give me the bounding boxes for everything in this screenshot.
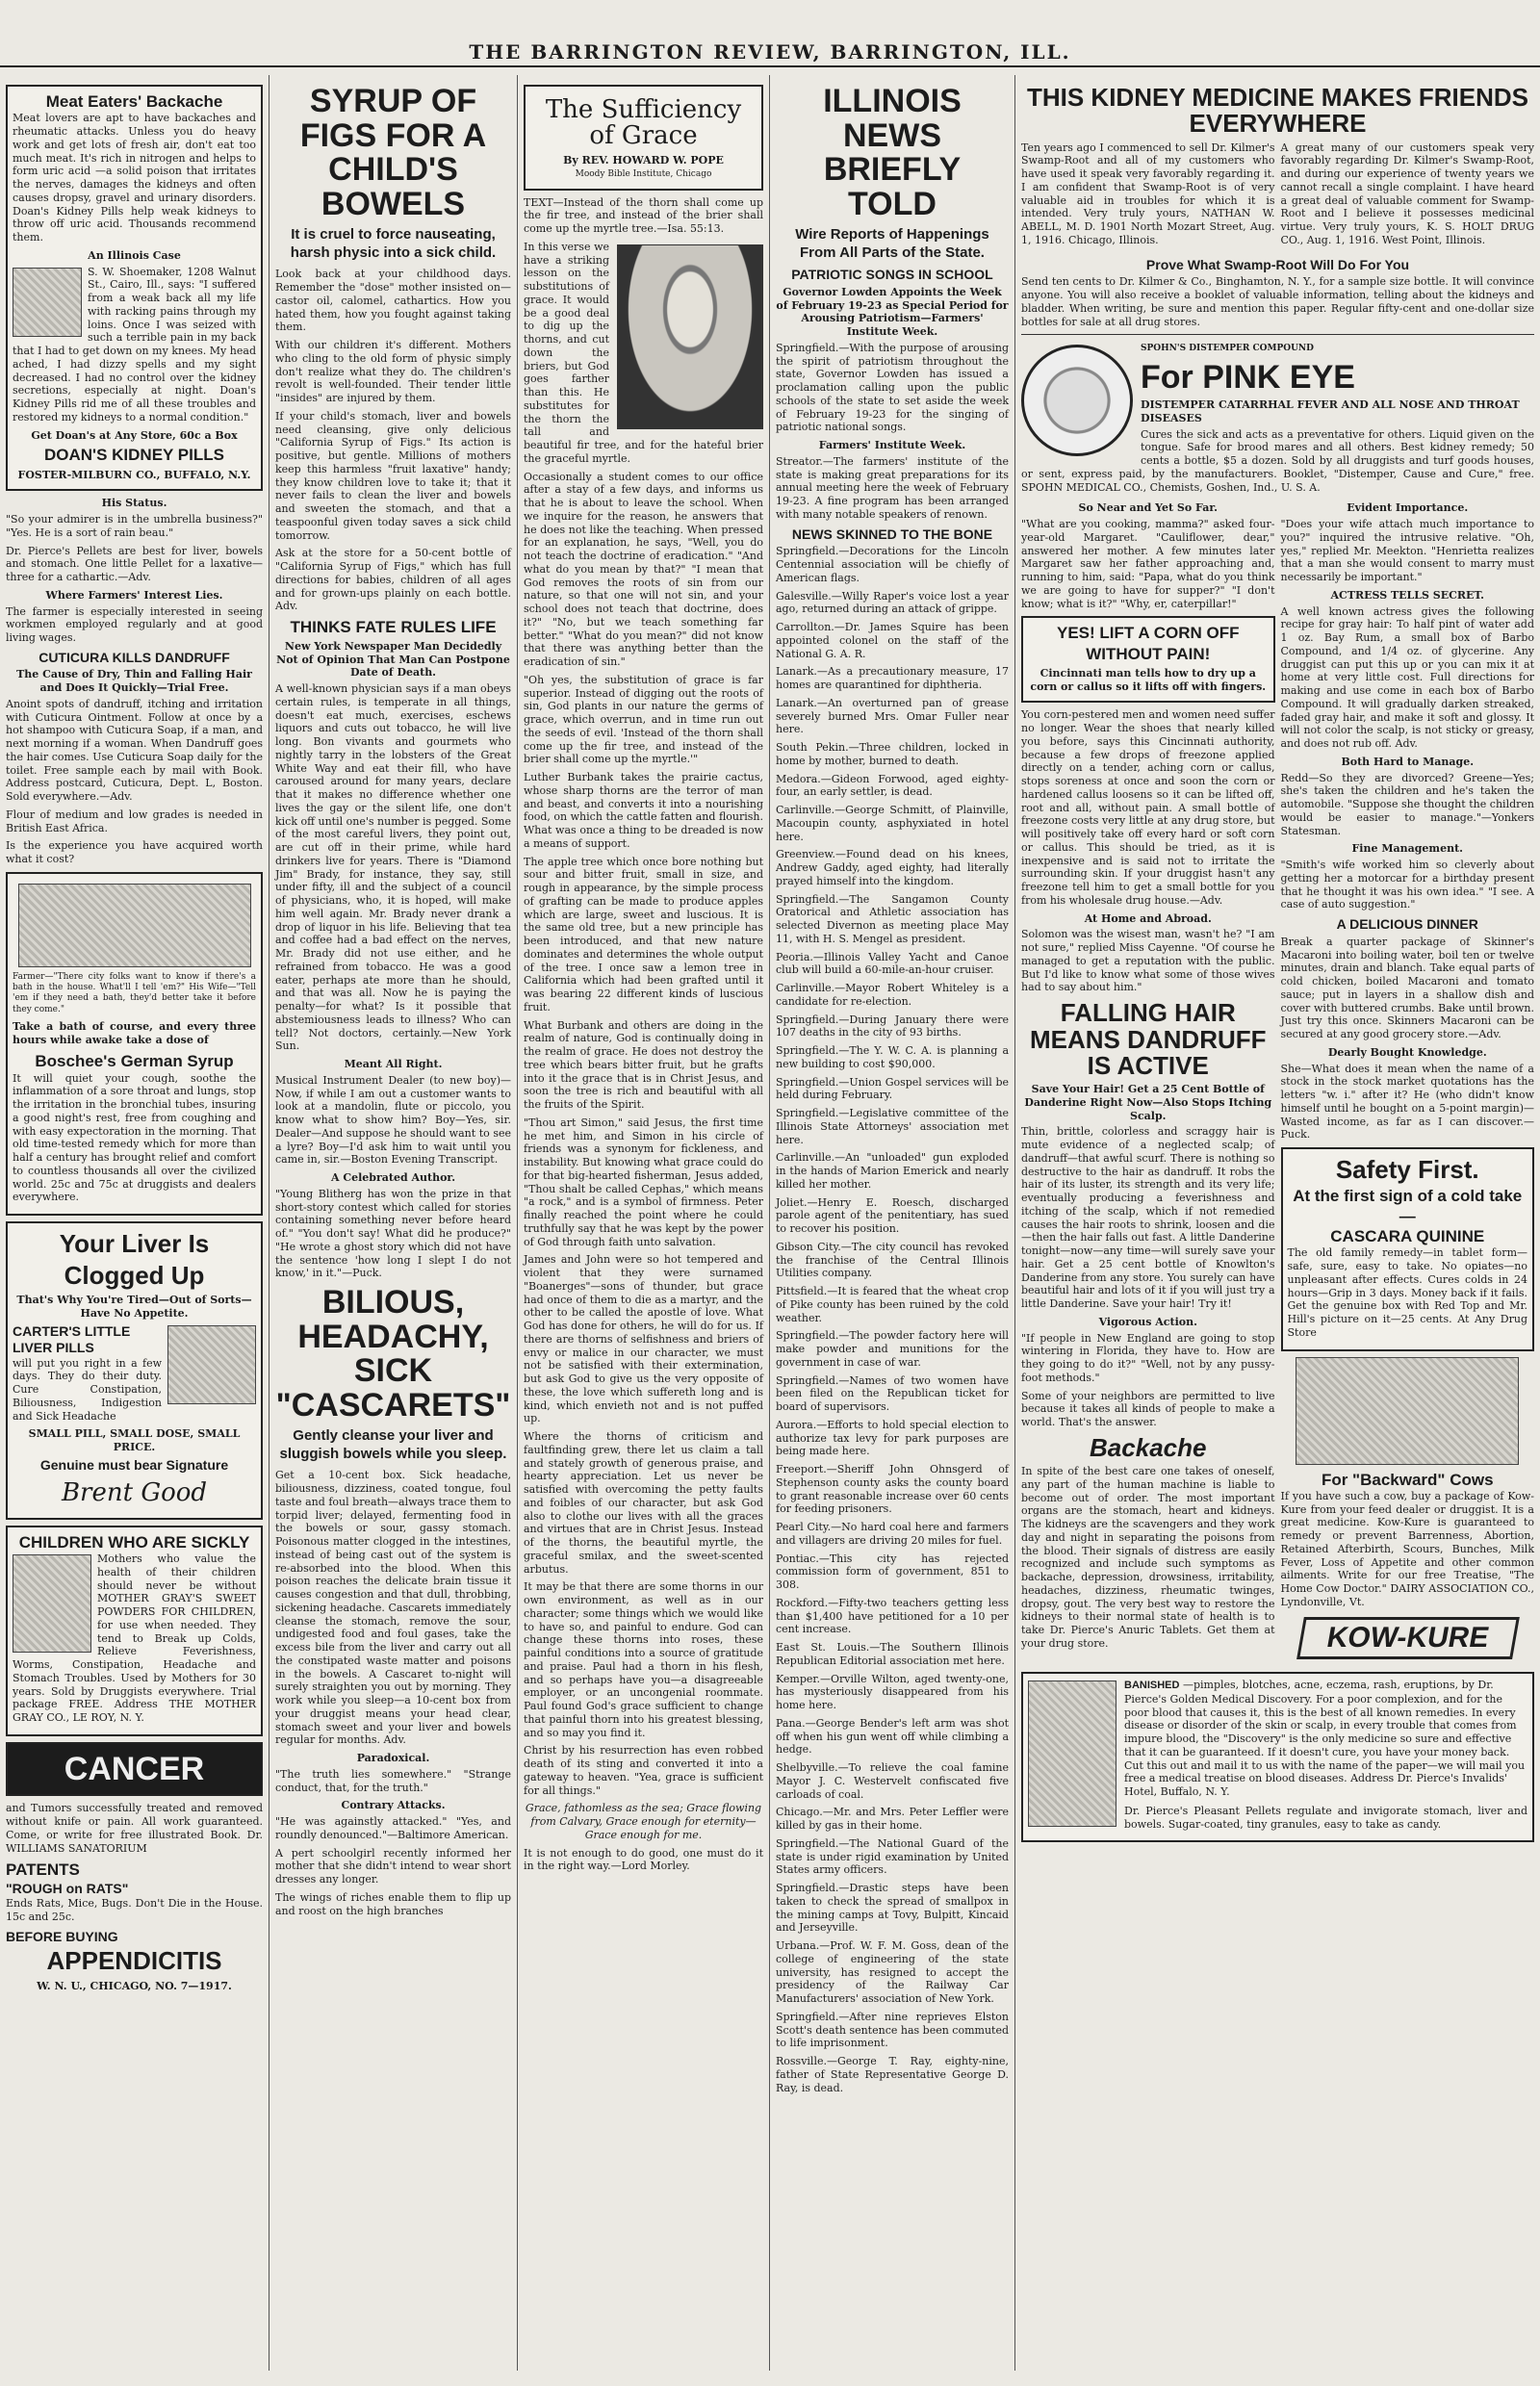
meant-body: Musical Instrument Dealer (to new boy)—Now, if while I am out a customer wants to look at a mandolin, flute or piccolo, you know what to show him? Boy—Yes, sir. Dealer—And suppose he should want to see a lyre? Boy—I'd ask him to wait until you came in, sir.—Boston Evening Transcript.	[275, 1073, 511, 1167]
cancer-body: and Tumors successfully treated and removed without knife or pain. All work guaranteed. Come, or write for free illustrated Book. Dr. WILLIAMS SANATORIUM	[6, 1802, 263, 1855]
figs-body-2: With our children it's different. Mothers who cling to the old form of physic simply don't realize what they do. The children's revolt is well-founded. Their tender little "insides" are injured by them.	[275, 339, 511, 404]
news-item: Springfield.—Union Gospel services will be held during February.	[776, 1075, 1009, 1102]
news-item: Carlinville.—George Schmitt, of Plainville, Macoupin county, asphyxiated in hotel here.	[776, 804, 1009, 843]
news-item: Springfield.—Names of two women have been filed on the Republican ticket for board of supervisors.	[776, 1373, 1009, 1414]
farmer-illustration	[18, 884, 251, 967]
fine-body: "Smith's wife worked him so cleverly about getting her a motorcar for a birthday present that he thought it was his own idea." "I see. A case of auto suggestion."	[1280, 859, 1534, 911]
news-item: Gibson City.—The city council has revoked the franchise of the Central Illinois Utilities company.	[776, 1240, 1009, 1280]
boschee-brand: Boschee's German Syrup	[35, 1052, 234, 1071]
swamp-body: Send ten cents to Dr. Kilmer & Co., Binghamton, N. Y., for a sample size bottle. It will convince anyone. You will also receive a booklet of valuable information, telling about the kidneys and bladder. When writing, be sure and mention this paper. Regular fifty-cent and one-dollar size bottles for sale at all drug stores.	[1021, 275, 1534, 328]
spohn-seal-icon	[1021, 345, 1133, 456]
news-item: Aurora.—Efforts to hold special election to authorize tax levy for park purposes are being made here.	[776, 1418, 1009, 1458]
rough-title: "ROUGH on RATS"	[6, 1880, 129, 1896]
carter-title: Your Liver Is Clogged Up	[59, 1229, 210, 1290]
figs-deck: It is cruel to force nauseating, harsh physic into a sick child.	[290, 225, 497, 261]
spohn-title: For PINK EYE	[1141, 358, 1355, 396]
bone-headline: NEWS SKINNED TO THE BONE	[791, 526, 993, 542]
news-item: Lanark.—An overturned pan of grease severely burned Mrs. Omar Fuller near here.	[776, 696, 1009, 736]
buying-title: BEFORE BUYING	[6, 1928, 118, 1944]
sermon-body-11: Christ by his resurrection has even robbed death of its sting and converted it into a gateway to heaven. "Yea, grace is sufficient for all things."	[524, 1744, 763, 1797]
patents-title: PATENTS	[6, 1860, 80, 1880]
flour-body: Flour of medium and low grades is needed in British East Africa.	[6, 808, 263, 834]
swamp-letters	[1021, 141, 1534, 252]
swamp-prove: Prove What Swamp-Root Will Do For You	[1145, 256, 1410, 272]
status-body: "So your admirer is in the umbrella business?" "Yes. He is a sort of rain beau."	[6, 513, 263, 539]
news-item: Springfield.—The Y. W. C. A. is planning a new building to cost $90,000.	[776, 1044, 1009, 1070]
cow-illustration	[1296, 1357, 1519, 1465]
banished-ad	[1021, 1672, 1534, 1842]
column-5-6	[1015, 75, 1540, 2371]
news-item: Springfield.—The powder factory here will make powder and munitions for the government in case of war.	[776, 1329, 1009, 1369]
contrary-body: "He was againstly attacked." "Yes, and roundly denounced."—Baltimore American.	[275, 1815, 511, 1841]
dearly-body: She—What does it mean when the name of a stock in the stock market quotations has the letters "w. i." after it? He (who didn't know himself until he bought on a 5-point margin)—Wasted income, as far as I can discover.—Puck.	[1280, 1062, 1534, 1142]
boschee-lead: Take a bath of course, and every three hours while awake take a dose of	[13, 1019, 256, 1046]
sermon-byline: By REV. HOWARD W. POPE	[563, 153, 724, 167]
news-item: Pontiac.—This city has rejected commission form of government, 851 to 308.	[776, 1552, 1009, 1592]
meant-title: Meant All Right.	[344, 1058, 443, 1071]
appendicitis-title: APPENDICITIS	[46, 1946, 222, 1976]
songs-headline: PATRIOTIC SONGS IN SCHOOL	[791, 267, 993, 283]
kow-brand: KOW-KURE	[1296, 1617, 1519, 1659]
backache-headline: Backache	[1090, 1432, 1207, 1462]
carter-ad	[6, 1221, 263, 1520]
news-item: Lanark.—As a precautionary measure, 17 homes are quarantined for diphtheria.	[776, 665, 1009, 692]
fate-headline: THINKS FATE RULES LIFE	[290, 618, 497, 636]
status-title: His Status.	[101, 497, 167, 510]
spohn-ad	[1021, 341, 1534, 499]
songs-deck: Governor Lowden Appoints the Week of February 19-23 as Special Period for Arousing Patriotism—Farmers' Institute Week.	[776, 285, 1009, 339]
news-item: Greenview.—Found dead on his knees, Andrew Gaddy, aged eighty, had literally prayed himself into the kingdom.	[776, 848, 1009, 887]
column-3	[518, 75, 770, 2371]
doans-maker: FOSTER-MILBURN CO., BUFFALO, N.Y.	[17, 468, 251, 481]
fine-title: Fine Management.	[1351, 842, 1463, 856]
column-2	[270, 75, 518, 2371]
banished-body: —pimples, blotches, acne, eczema, rash, eruptions, by Dr. Pierce's Golden Medical Discovery. For a poor complexion, and for the poor blood that causes it, this is the best of all known remedies. In every disease or disorder of the skin or scalp, in every trouble that comes from impure blood, the "Discovery" is the only medicine so sure and effective that it can be guaranteed. If it doesn't cure, you have your money back. Cut this out and mail it to us with the name of the paper—we will mail you free a medical treatise on blood diseases. Address Dr. Pierce's Invalids' Hotel, Buffalo, N. Y.	[1124, 1679, 1526, 1799]
news-item: Joliet.—Henry E. Roesch, discharged parole agent of the penitentiary, has sued to recover his position.	[776, 1195, 1009, 1236]
wings-body: The wings of riches enable them to flip up and roost on the high branches	[275, 1890, 511, 1917]
carter-pills-image	[167, 1325, 256, 1404]
news-item: Springfield.—The National Guard of the state is under rigid examination by United States army officers.	[776, 1836, 1009, 1877]
news-item: Carlinville.—An "unloaded" gun exploded in the hands of Marion Emerick and nearly killed her mother.	[776, 1151, 1009, 1191]
news-item: South Pekin.—Three children, locked in home by mother, burned to death.	[776, 741, 1009, 767]
vigorous-body: "If people in New England are going to stop wintering in Florida, they have to. How are they going to do it?" "Well, not by any pussy-foot methods."	[1021, 1331, 1275, 1384]
column-5-lower	[1021, 499, 1275, 1666]
corn-body: You corn-pestered men and women need suffer no longer. Wear the shoes that nearly killed you before, says this Cincinnati authority, because a few drops of freezone applied directly on a tender, aching corn or callus, stops soreness at once and soon the corn or hardened callus loosens so it can be lifted off, root and all, without pain. A small bottle of freezone costs very little at any drug store, but will positively take off every hard or soft corn or callus. This should be tried, as it is inexpensive and is said not to irritate the surrounding skin. If your druggist hasn't any freezone tell him to get a small bottle for you from his wholesale drug house.—Adv.	[1021, 708, 1275, 907]
sermon-title: The Sufficiency of Grace	[545, 95, 742, 151]
news-item: Kemper.—Orville Wilton, aged twenty-one, has mysteriously disappeared from his home here.	[776, 1672, 1009, 1712]
sermon-body-3: "Oh yes, the substitution of grace is far superior. Instead of digging out the roots of sin, God plants in our nature the germs of grace, which overrun, and in time run out the seeds of evil. 'Instead of the thorn shall come up the fir tree, and instead of the brier shall come up the myrtle.'"	[524, 673, 763, 766]
sermon-body-6: What Burbank and others are doing in the realm of nature, God is continually doing in the realm of grace. He does not destroy the tree which bears bitter fruit, but he grafts into it the grace that is in Christ Jesus, and soon the tree is rich and beautiful with all the fruits of the Spirit.	[524, 1018, 763, 1112]
man-illustration	[1028, 1680, 1116, 1827]
swamp-letter-left: Ten years ago I commenced to sell Dr. Kilmer's Swamp-Root and all of my customers who have used it speak very favorably regarding it. I am confident that Swamp-Root is of very valuable aid in troubles for which it is intended. Very truly yours, NATHAN W. ABELL, M. D. 1901 North Mozart Street, Aug. 1, 1916. Chicago, Illinois.	[1021, 141, 1275, 246]
news-item: Shelbyville.—To relieve the coal famine Mayor J. C. Westervelt confiscated five carloads of coal.	[776, 1761, 1009, 1801]
sermon-body-9: Where the thorns of criticism and faultfinding grew, there let us claim a tall and stately growth of generous praise, and hearty appreciation. Let us never be satisfied with overcoming the petty faults and foibles of our character, but ask God also to clothe our lives with all the graces and virtues that are in Christ Jesus. Instead of the thorns, the beautiful myrtle, the graceful smilax, and the sweet-scented arbutus.	[524, 1430, 763, 1576]
farmers-body: The farmer is especially interested in seeing workmen employed regularly and at good living wages.	[6, 604, 263, 644]
doans-ad	[6, 85, 263, 491]
sermon-body-10: It may be that there are some thorns in our own environment, as well as in our character; some things which we would like to have so, and painful to endure. God can change these thorns into roses, these painful conditions into a source of gratitude and praise. Paul had a thorn in his flesh, and so perhaps have you—a disagreeable employer, or an uncongenial roommate. Paul found God's grace sufficient to change that painful thorn into his greatest blessing, and so may you find it.	[524, 1580, 763, 1739]
far-body: "What are you cooking, mamma?" asked four-year-old Margaret. "Cauliflower, dear," answered her mother. A few minutes later Margaret saw her father approaching and, running to him, said: "Papa, what do you think we are going to have for supper?" "I don't know; what is it?" "Why, er, caterpillar!"	[1021, 518, 1275, 610]
cascara-body: The old family remedy—in tablet form—safe, sure, easy to take. No opiates—no unpleasant after effects. Cures colds in 24 hours—Grip in 3 days. Money back if it fails. Get the genuine box with Red Top and Mr. Hill's picture on it—25 cents. At Any Drug Store	[1287, 1246, 1527, 1339]
vigorous-title: Vigorous Action.	[1098, 1315, 1197, 1328]
news-item: Springfield.—Decorations for the Lincoln Centennial association will be chiefly of American flags.	[776, 545, 1009, 584]
preacher-portrait	[617, 244, 763, 429]
evident-body: "Does your wife attach much importance to you?" inquired the intrusive relative. "Oh, yes," replied Mr. Meekton. "Henrietta realizes that a man she would consent to marry must necessarily be important."	[1280, 518, 1534, 584]
carter-small: SMALL PILL, SMALL DOSE, SMALL PRICE.	[28, 1427, 241, 1454]
carter-brand: CARTER'S LITTLE LIVER PILLS	[13, 1322, 131, 1356]
hard-body: Redd—So they are divorced? Greene—Yes; she's taken the children and he's taken the automobile. "Suppose she thought the children would be easier to manage."—Yonkers Statesman.	[1280, 771, 1534, 837]
cascarets-headline: BILIOUS, HEADACHY, SICK "CASCARETS"	[275, 1284, 511, 1424]
column-4	[770, 75, 1015, 2371]
gray-title: CHILDREN WHO ARE SICKLY	[18, 1532, 250, 1552]
spohn-body: Cures the sick and acts as a preventative for others. Liquid given on the tongue. Safe for brood mares and all others. Best kidney remedy; 50 cents a bottle, $5 a dozen. Sold by all druggists and turf goods houses, or sent, express paid, by the manufacturers. Booklet, "Distemper, Cause and Cure," free. SPOHN MEDICAL CO., Chemists, Goshen, Ind., U. S. A.	[1021, 427, 1534, 494]
carter-signature: Brent Good	[61, 1478, 208, 1508]
actress-title: ACTRESS TELLS SECRET.	[1330, 588, 1484, 602]
news-item: Rossville.—George T. Ray, eighty-nine, father of State Representative George D. Ray, is dead.	[776, 2055, 1009, 2094]
divider	[1021, 334, 1534, 335]
boschee-ad	[6, 872, 263, 1216]
rough-body: Ends Rats, Mice, Bugs. Don't Die in the House. 15c and 25c.	[6, 1897, 263, 1923]
carter-genuine: Genuine must bear Signature	[39, 1456, 229, 1473]
evident-title: Evident Importance.	[1347, 501, 1469, 515]
hair-body: Thin, brittle, colorless and scraggy hair is mute evidence of a neglected scalp; of dandruff—that awful scurf. There is nothing so destructive to the hair as dandruff. It robs the hair of its luster, its strength and its very life; eventually producing a feverishness and itching of the scalp, which if not remedied causes the hair roots to shrink, loosen and die—then the hair falls out fast. A little Danderine tonight—now—any time—will surely save your hair. Get a 25 cent bottle of Knowlton's Danderine from any store. You surely can have beautiful hair and lots of it if you will just try a little Danderine. Save your hair! Try it!	[1021, 1125, 1275, 1311]
cascarets-body: Get a 10-cent box. Sick headache, biliousness, dizziness, coated tongue, foul taste and foul breath—always trace them to torpid liver; delayed, fermenting food in the bowels or sour, gassy stomach. Poisonous matter clogged in the intestines, instead of being cast out of the system is re-absorbed into the blood. When this poison reaches the delicate brain tissue it causes congestion and that dull, throbbing, sickening headache. Cascarets immediately cleanse the stomach, remove the sour, undigested food and foul gases, take the excess bile from the liver and carry out all the constipated waste matter and poisons in the bowels. A Cascaret to-night will surely straighten you out by morning. They work while you sleep—a 10-cent box from your druggist means your head clear, stomach sweet and your liver and bowels regular for months. Adv.	[275, 1469, 511, 1747]
cascara-brand: CASCARA QUININE	[1330, 1227, 1485, 1246]
cuticura-body: Anoint spots of dandruff, itching and irritation with Cuticura Ointment. Follow at once by a hot shampoo with Cuticura Soap, if a man, and next morning if a woman. When Dandruff goes the hair comes. Use Cuticura Soap daily for the toilet. Free sample each by mail with Book. Address postcard, Cuticura, Dept. L, Boston. Sold everywhere.—Adv.	[6, 697, 263, 804]
kow-title: For "Backward" Cows	[1321, 1470, 1494, 1489]
dearly-title: Dearly Bought Knowledge.	[1327, 1045, 1487, 1059]
cascara-ad	[1281, 1147, 1535, 1351]
hair-headline: FALLING HAIR MEANS DANDRUFF IS ACTIVE	[1029, 998, 1267, 1080]
swamp-headline: THIS KIDNEY MEDICINE MAKES FRIENDS EVERYWHERE	[1026, 83, 1528, 139]
news-item: Springfield.—During January there were 107 deaths in the city of 93 births.	[776, 1013, 1009, 1039]
paradox-title: Paradoxical.	[356, 1752, 430, 1765]
cancer-title: CANCER	[64, 1750, 205, 1787]
sermon-body-1: In this verse we have a striking lesson on the substitutions of grace. It would be a good deal to dig up the thorns, and cut down the briers, but God goes farther than this. He substitutes for the thorn the tall and beautiful fir tree, and for the hateful brier the graceful myrtle.	[524, 240, 763, 465]
corn-deck: Cincinnati man tells how to dry up a corn or callus so it lifts off with fingers.	[1030, 666, 1267, 693]
news-item: Carrollton.—Dr. James Squire has been appointed colonel on the staff of the National G. A. R.	[776, 621, 1009, 660]
cuticura-title: CUTICURA KILLS DANDRUFF	[38, 649, 230, 665]
column-1	[0, 75, 270, 2371]
doans-portrait-image	[13, 268, 82, 337]
news-item: Medora.—Gideon Forwood, aged eighty-four, an early settler, is dead.	[776, 772, 1009, 799]
sermon-poem: Grace, fathomless as the sea; Grace flowing from Calvary, Grace enough for eternity— Grace enough for me.	[525, 1802, 762, 1841]
sermon-body-7: "Thou art Simon," said Jesus, the first time he met him, and Simon in his circle of friends was a synonym for fickleness, and instability. But knowing what grace could do for that big-hearted fisherman, Jesus added, "Thou shalt be called Cephas," which means "a rock," and is a symbol of firmness. Peter finally reached the point where he could truthfully say that he was kept by the power of God through faith unto salvation.	[524, 1116, 763, 1248]
abroad-title: At Home and Abroad.	[1084, 911, 1212, 925]
figs-headline: SYRUP OF FIGS FOR A CHILD'S BOWELS	[299, 83, 487, 223]
news-item: Springfield.—After nine reprieves Elston Scott's death sentence has been commuted to life imprisonment.	[776, 2010, 1009, 2050]
news-item: Springfield.—The Sangamon County Oratorical and Athletic association has selected Divernon as meeting place May 11, with H. S. Mengel as president.	[776, 892, 1009, 945]
boschee-caption: Farmer—"There city folks want to know if there's a bath in the house. What'll I tell 'em?" His Wife—"Tell 'em if they need a bath, they'd better take it before they come."	[13, 971, 256, 1014]
sermon-body-8: James and John were so hot tempered and violent that they were surnamed "Boanerges"—sons of thunder, but grace had once of them to die as a martyr, and the other to be called the apostle of love. What God has done for others, he will do for us. If there are thorns of selfishness and briers of envy or malice in our character, we must not be satisfied with their extermination, but ask God to give us the very opposite of these, the love which suffereth long and is kind, which envieth not and is not puffed up.	[524, 1253, 763, 1425]
illinois-deck: Wire Reports of Happenings From All Parts of the State.	[795, 225, 989, 261]
swamp-letter-right: A great many of our customers speak very favorably regarding Dr. Kilmer's Swamp-Root, and during our experience of twenty years we cannot recall a single complaint. I have heard a great deal of valuable comment for Swamp-Root and I believe it possesses medicinal virtue. Very truly yours, K. S. HOLT DRUG CO., Aug. 1, 1916. West Point, Illinois.	[1280, 141, 1534, 246]
doans-case-body: S. W. Shoemaker, 1208 Walnut St., Cairo, Ill., says: "I suffered from a weak back all my life with racking pains through my loins. Once I was seized with such a terrible pain in my back that I had to get down on my knees. My head ached, I had dizzy spells and my sight decreased. I had no control over the kidney secretions, especially at night. Doan's Kidney Pills rid me of all these troubles and restored my kidneys to a normal condition."	[13, 265, 256, 423]
news-item: Springfield.—Drastic steps have been taken to check the spread of smallpox in the mining camps at Tovy, Bulpitt, Kincaid and Jerseyville.	[776, 1882, 1009, 1935]
news-item: Carlinville.—Mayor Robert Whiteley is a candidate for re-election.	[776, 982, 1009, 1008]
songs-body: Springfield.—With the purpose of arousing the spirit of patriotism throughout the state, Governor Lowden has issued a proclamation calling upon the public schools of the state to set aside the week of February 19-23 for the singing of patriotic national songs.	[776, 341, 1009, 434]
news-item: Pearl City.—No hard coal here and farmers and villagers are driving 20 miles for fuel.	[776, 1521, 1009, 1547]
doans-store: Get Doan's at Any Store, 60c a Box	[31, 428, 238, 442]
figs-body-4: Ask at the store for a 50-cent bottle of "California Syrup of Figs," which has full directions for babies, children of all ages and for grown-ups plainly on each bottle. Adv.	[275, 547, 511, 613]
mother-portrait-image	[13, 1554, 91, 1653]
figs-body-1: Look back at your childhood days. Remember the "dose" mother insisted on—castor oil, calomel, cathartics. How you hated them, how you fought against taking them.	[275, 268, 511, 334]
wnu-footer: W. N. U., CHICAGO, NO. 7—1917.	[37, 1979, 232, 1992]
hair-deck: Save Your Hair! Get a 25 Cent Bottle of Danderine Right Now—Also Stops Itching Scalp.	[1024, 1083, 1272, 1122]
spohn-side: DISTEMPER CATARRHAL FEVER AND ALL NOSE AND THROAT DISEASES	[1141, 398, 1520, 424]
experience-body: Is the experience you have acquired worth what it cost?	[6, 839, 263, 866]
sermon-body-2: Occasionally a student comes to our office after a stay of a few days, and informs us that he is about to leave the school. When we inquire for the reason, he answers that he does not like the teaching. When pressed for an explanation, he says, "Well, you do not teach the doctrine of eradication." "And what do you mean by that?" "I mean that God removes the roots of sin from our nature, so that one will not sin, and your school does not teach that doctrine, does it?" "No, but we teach something far better." "What do you mean?" did not know that there was anything better than the eradication of sin."	[524, 470, 763, 669]
sermon-institute: Moody Bible Institute, Chicago	[575, 169, 712, 180]
news-item: Freeport.—Sheriff John Ohnsgerd of Stephenson county asks the county board to grant reasonable increase over 60 cents for feeding prisoners.	[776, 1463, 1009, 1516]
sermon-body-5: The apple tree which once bore nothing but sour and bitter fruit, small in size, and rough in appearance, by the simple process of grafting can be made to produce apples which are large, sweet and luscious. It is the same old tree, but a new principle has been introduced, and that new nature dominates and determines the whole output of the tree. I once saw a lemon tree in California which had been grafted until it was bearing 22 different kinds of luscious fruit.	[524, 855, 763, 1013]
cascarets-deck: Gently cleanse your liver and sluggish bowels while you sleep.	[279, 1426, 507, 1462]
fate-body: A well-known physician says if a man obeys certain rules, is temperate in all things, doesn't eat much, exercises, eschews liquors and cuts out tobacco, he will live long. Bon vivants and gourmets who nightly tarry in the lobsters of the Great White Way and eat their fill, who have caroused around for many years, declare that it makes no difference whether one lives the gay or the silent life, one don't kick off until one's number is pegged. Some of the most careful livers, they point out, are cut off in their prime, while hard drinkers live for years. There is "Diamond Jim" Brady, for instance, they say, still under fifty, ill and the subject of a council of physicians, who, it is hoped, will make him well again. Mr. Brady never drank a drop of liquor in his life. Believing that tea and coffee had a bad effect on the nerves, Mr. Brady did not use either, and he refrained from tobacco. He was a good eater, perhaps ate more than he should, and that was all. Now he is paying the penalty—for what? Is it possible that abstemiousness leads to illness? Who can tell? Not doctors, certainly.—New York Sun.	[275, 682, 511, 1053]
news-item: Pana.—George Bender's left arm was shot off when his gun went off while climbing a hedge.	[776, 1716, 1009, 1757]
safety-deck: At the first sign of a cold take—	[1293, 1186, 1523, 1225]
hard-title: Both Hard to Manage.	[1341, 755, 1475, 768]
pellets-body: Dr. Pierce's Pleasant Pellets regulate and invigorate stomach, liver and bowels. Sugar-coated, tiny granules, easy to take as candy.	[1124, 1804, 1527, 1831]
doans-body: Meat lovers are apt to have backaches and rheumatic attacks. Unless you do heavy work and get lots of fresh air, don't eat too much meat. It's rich in nitrogen and helps to form uric acid —a solid poison that irritates the nerves, damages the kidneys and often causes dropsy, gravel and urinary disorders. Doan's Kidney Pills help weak kidneys to throw off uric acid. Thousands recommend them.	[13, 112, 256, 244]
schoolgirl-body: A pert schoolgirl recently informed her mother that she didn't intend to wear short dresses any longer.	[275, 1846, 511, 1886]
news-item: Galesville.—Willy Raper's voice lost a year ago, returned during an attack of grippe.	[776, 589, 1009, 616]
gray-ad	[6, 1526, 263, 1736]
sermon-title-box	[524, 85, 763, 191]
paradox-body: "The truth lies somewhere." "Strange conduct, that, for the truth."	[275, 1767, 511, 1794]
sermon-body-4: Luther Burbank takes the prairie cactus, whose sharp thorns are the terror of man and beast, and converts it into a nourishing food, on which the cattle fatten and flourish. What was once a thing to be dreaded is now a means of support.	[524, 771, 763, 850]
doans-case-title: An Illinois Case	[88, 248, 181, 262]
doans-title: Meat Eaters' Backache	[45, 92, 223, 111]
news-items-list	[776, 545, 1009, 2094]
doans-brand: DOAN'S KIDNEY PILLS	[44, 446, 224, 465]
masthead: THE BARRINGTON REVIEW, BARRINGTON, ILL.	[0, 38, 1540, 67]
spohn-seal-text: SPOHN'S DISTEMPER COMPOUND	[1141, 344, 1314, 354]
carter-deck: That's Why You're Tired—Out of Sorts—Have No Appetite.	[16, 1294, 252, 1320]
author-title: A Celebrated Author.	[330, 1171, 456, 1185]
news-item: Springfield.—Legislative committee of the Illinois State Attorneys' association met here.	[776, 1107, 1009, 1146]
news-item: Urbana.—Prof. W. F. M. Goss, dean of the college of engineering of the state university, has resigned to accept the presidency of the Railway Car Manufacturers' association of New York.	[776, 1939, 1009, 2006]
carter-body: will put you right in a few days. They do their duty. Cure Constipation, Biliousness, Indigestion and Sick Headache	[13, 1356, 162, 1423]
news-item: Peoria.—Illinois Valley Yacht and Canoe club will build a 60-mile-an-hour cruiser.	[776, 950, 1009, 977]
column-6-lower	[1281, 499, 1535, 1666]
cuticura-deck: The Cause of Dry, Thin and Falling Hair and Does It Quickly—Trial Free.	[16, 668, 252, 695]
fate-deck: New York Newspaper Man Decidedly Not of Opinion That Man Can Postpone Date of Death.	[276, 639, 510, 680]
news-item: Rockford.—Fifty-two teachers getting less than $1,400 have petitioned for a 10 per cent increase.	[776, 1596, 1009, 1636]
news-item: Chicago.—Mr. and Mrs. Peter Leffler were killed by gas in their home.	[776, 1806, 1009, 1833]
pierce-body: Dr. Pierce's Pellets are best for liver, bowels and stomach. One little Pellet for a laxative—three for a cathartic.—Adv.	[6, 544, 263, 583]
lower-columns	[1021, 499, 1534, 1666]
neighbors-body: Some of your neighbors are permitted to live because it takes all kinds of people to make a world. That's the answer.	[1021, 1389, 1275, 1429]
abroad-body: Solomon was the wisest man, wasn't he? "I am not sure," replied Miss Cayenne. "Of course he managed to get a reputation with the public. But I'd like to know what some of those wives had to say about him."	[1021, 928, 1275, 994]
farmers-title: Where Farmers' Interest Lies.	[45, 588, 223, 602]
dinner-body: Break a quarter package of Skinner's Macaroni into boiling water, boil ten or twelve minutes, drain and blanch. Take equal parts of cold chicken, boiled Macaroni and tomato sauce; put in layers in a shallow dish and cover with buttered crumbs. Bake until brown. Just try this once. Skinners Macaroni can be secured at any good grocery store.—Adv.	[1280, 935, 1534, 1041]
far-title: So Near and Yet So Far.	[1078, 501, 1218, 515]
actress-body: A well known actress gives the following recipe for gray hair: To half pint of water add 1 oz. Bay Rum, a small box of Barbo Compound, and 1/4 oz. of glycerine. Any druggist can put this up or you can mix it at home at very little cost. Full directions for making and use come in each box of Barbo Compound. It will gradually darken streaked, faded gray hair, and make it soft and glossy. It will not color the scalp, is not sticky or greasy, and does not rub off. Adv.	[1280, 604, 1534, 751]
safety-title: Safety First.	[1335, 1155, 1479, 1185]
author-body: "Young Blitherg has won the prize in that short-story contest which called for stories containing something never before heard of." "You don't say! What did he produce?" "He wrote a ghost story which did not have the sentence 'how long I slept I do not know,' in it."—Puck.	[275, 1187, 511, 1280]
news-item: Pittsfield.—It is feared that the wheat crop of Pike county has been ruined by the cold weather.	[776, 1285, 1009, 1324]
banished-title: BANISHED	[1124, 1680, 1180, 1692]
figs-body-3: If your child's stomach, liver and bowels need cleansing, give only delicious "California Syrup of Figs." Its action is positive, but gentle. Millions of mothers keep this harmless "fruit laxative" handy; they know children love to take it; that it never fails to clean the liver and bowels and sweeten the stomach, and that a teaspoonful given today saves a sick child tomorrow.	[275, 409, 511, 542]
news-item: East St. Louis.—The Southern Illinois Republican Editorial association met here.	[776, 1641, 1009, 1667]
sermon-closing: It is not enough to do good, one must do it in the right way.—Lord Morley.	[524, 1846, 763, 1873]
sermon-text: TEXT—Instead of the thorn shall come up the fir tree, and instead of the brier shall come up the myrtle tree.—Isa. 55:13.	[524, 195, 763, 236]
illinois-headline: ILLINOIS NEWS BRIEFLY TOLD	[823, 83, 962, 223]
cancer-ad	[6, 1742, 263, 1797]
corn-title: YES! LIFT A CORN OFF WITHOUT PAIN!	[1056, 624, 1240, 663]
kow-body: If you have such a cow, buy a package of Kow-Kure from your feed dealer or druggist. It is a great medicine. Kow-Kure is guaranteed to remedy or prevent Barrenness, Abortion, Retained Afterbirth, Scours, Bunches, Milk Fever, Loss of Appetite and other common ailments. Write for our free Treatise, "The Home Cow Doctor." DAIRY ASSOCIATION CO., Lyndonville, Vt.	[1280, 1489, 1534, 1608]
backache-body: In spite of the best care one takes of oneself, any part of the human machine is liable to become out of order. The most important organs are the stomach, heart and kidneys. The kidneys are the scavengers and they work day and night in separating the poisons from the blood. Their signals of distress are easily recognized and include such symptoms as backache, depression, drowsiness, irritability, headaches, dizziness, rheumatic twinges, dropsy, gout. The very best way to restore the kidneys to their normal state of health is to take Dr. Pierce's Anuric Tablets. Get them at your drug store.	[1021, 1465, 1275, 1650]
dinner-headline: A DELICIOUS DINNER	[1336, 916, 1478, 933]
boschee-body: It will quiet your cough, soothe the inflammation of a sore throat and lungs, stop the irritation in the bronchial tubes, insuring a good night's rest, free from coughing and with easy expectoration in the morning. That old time-tested remedy which for more than half a century has brought relief and comfort to countless thousands all over the civilized world. 25c and 75c at druggists and dealers everywhere.	[13, 1071, 256, 1204]
gray-body: Mothers who value the health of their children should never be without MOTHER GRAY'S SWEET POWDERS FOR CHILDREN, for use when needed. They tend to Break up Colds, Relieve Feverishness, Worms, Constipation, Headache and Stomach Troubles. Used by Mothers for 30 years. Sold by Druggists everywhere. Trial package FREE. Address THE MOTHER GRAY CO., LE ROY, N. Y.	[13, 1552, 256, 1725]
farmers-week-title: Farmers' Institute Week.	[818, 439, 966, 452]
contrary-title: Contrary Attacks.	[341, 1799, 446, 1812]
farmers-week-body: Streator.—The farmers' institute of the state is making great preparations for its annual meeting here the week of February 19-23. A fine program has been arranged with many notable speakers of renown.	[776, 454, 1009, 521]
corn-ad	[1021, 616, 1275, 703]
